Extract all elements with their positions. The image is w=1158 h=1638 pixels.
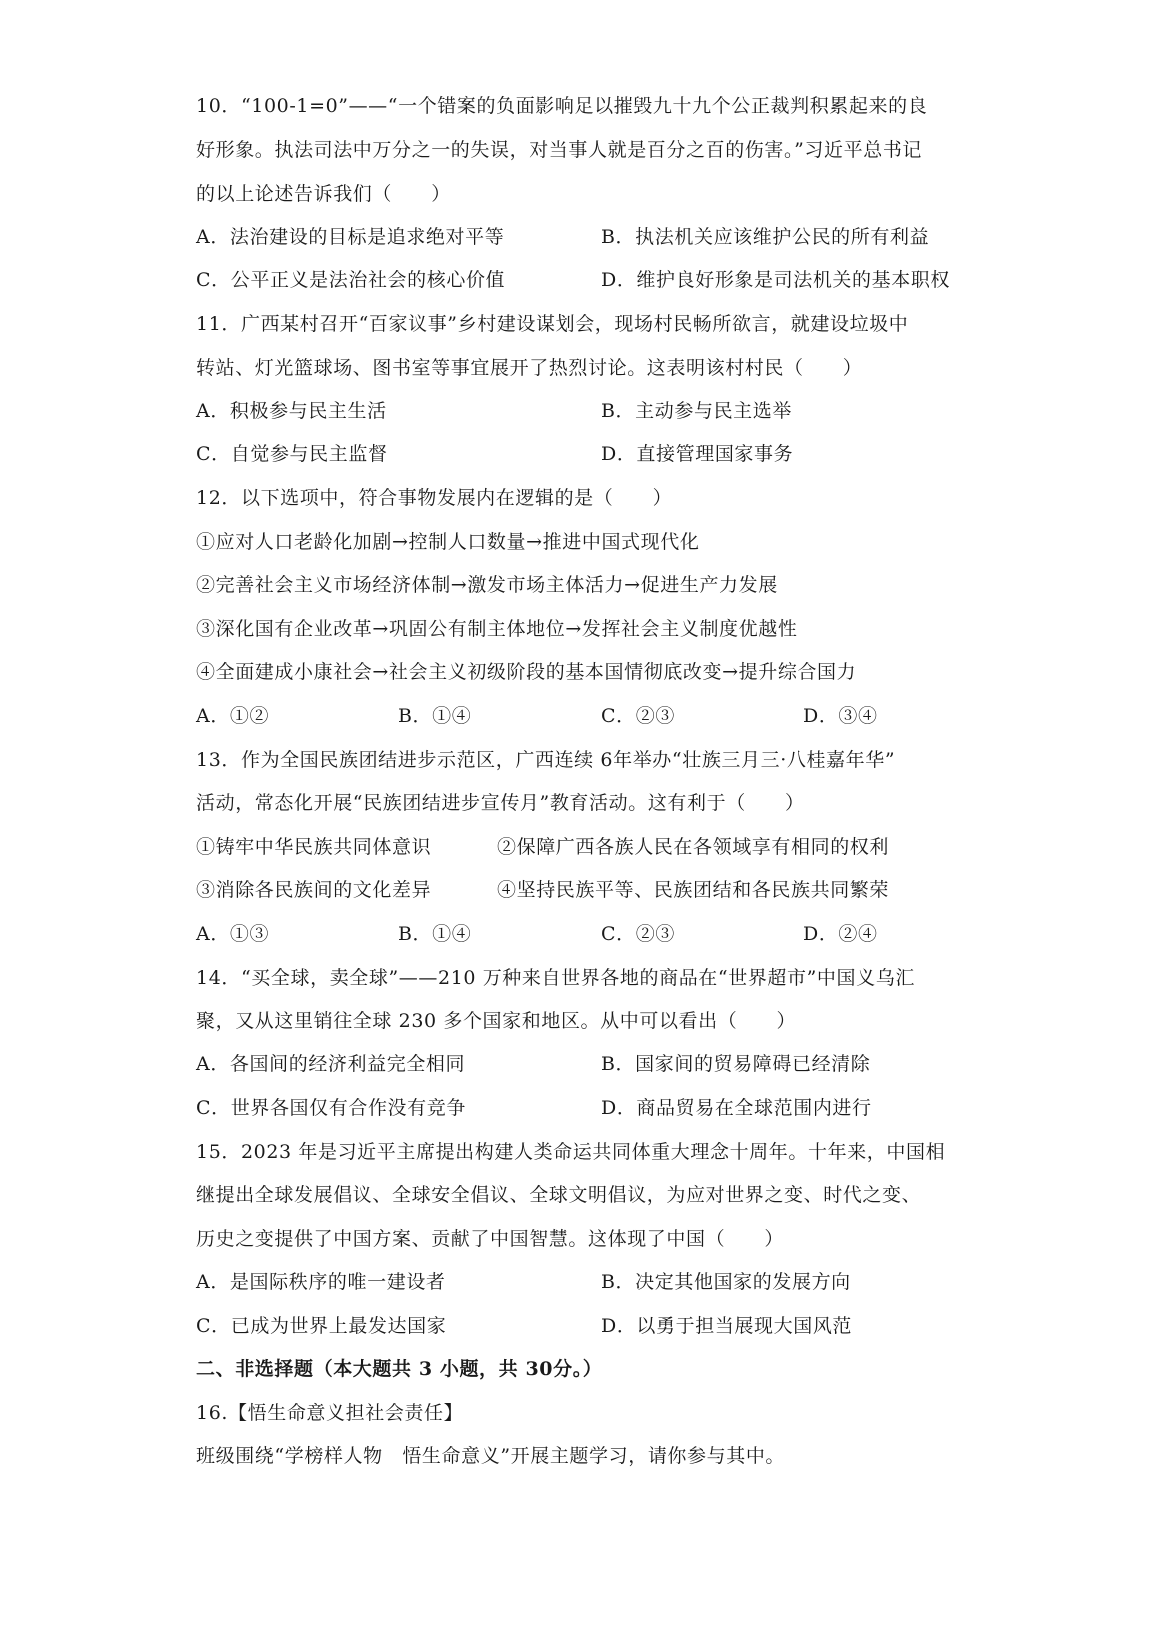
q13-option-a: A．①③ xyxy=(196,923,270,945)
q12-item-1: ①应对人口老龄化加剧→控制人口数量→推进中国式现代化 xyxy=(196,531,700,553)
q16-heading: 16.【悟生命意义担社会责任】 xyxy=(196,1402,464,1424)
q13-item-1: ①铸牢中华民族共同体意识 xyxy=(196,836,432,858)
q10-option-a: A．法治建设的目标是追求绝对平等 xyxy=(196,226,505,248)
q12-option-d: D．③④ xyxy=(803,705,878,727)
q11-option-c: C．自觉参与民主监督 xyxy=(196,443,388,465)
q13-option-d: D．②④ xyxy=(803,923,878,945)
q10-option-c: C．公平正义是法治社会的核心价值 xyxy=(196,269,506,291)
q10-option-d: D．维护良好形象是司法机关的基本职权 xyxy=(601,269,951,291)
q15-stem-line-3: 历史之变提供了中国方案、贡献了中国智慧。这体现了中国（ ） xyxy=(196,1228,785,1250)
q14-option-a: A．各国间的经济利益完全相同 xyxy=(196,1053,466,1075)
q11-stem-line-2: 转站、灯光篮球场、图书室等事宜展开了热烈讨论。这表明该村村民（ ） xyxy=(196,357,863,379)
q13-stem-line-1: 13．作为全国民族团结进步示范区，广西连续 6年举办“壮族三月三·八桂嘉年华” xyxy=(196,749,896,771)
q13-item-2: ②保障广西各族人民在各领域享有相同的权利 xyxy=(497,836,890,858)
q12-item-4: ④全面建成小康社会→社会主义初级阶段的基本国情彻底改变→提升综合国力 xyxy=(196,661,857,683)
q12-item-2: ②完善社会主义市场经济体制→激发市场主体活力→促进生产力发展 xyxy=(196,574,778,596)
q15-stem-line-2: 继提出全球发展倡议、全球安全倡议、全球文明倡议，为应对世界之变、时代之变、 xyxy=(196,1184,922,1206)
q10-stem-line-3: 的以上论述告诉我们（ ） xyxy=(196,183,451,205)
q14-option-d: D．商品贸易在全球范围内进行 xyxy=(601,1097,872,1119)
q15-option-a: A．是国际秩序的唯一建设者 xyxy=(196,1271,446,1293)
q10-stem-line-1: 10．“100-1=0”——“一个错案的负面影响足以摧毁九十九个公正裁判积累起来的良 xyxy=(196,95,928,117)
q13-stem-line-2: 活动，常态化开展“民族团结进步宣传月”教育活动。这有利于（ ） xyxy=(196,792,805,814)
q15-option-b: B．决定其他国家的发展方向 xyxy=(601,1271,851,1293)
q13-option-c: C．②③ xyxy=(601,923,675,945)
q16-intro: 班级围绕“学榜样人物 悟生命意义”开展主题学习，请你参与其中。 xyxy=(196,1445,786,1467)
q11-stem-line-1: 11．广西某村召开“百家议事”乡村建设谋划会，现场村民畅所欲言，就建设垃圾中 xyxy=(196,313,909,335)
q14-stem-line-2: 聚，又从这里销往全球 230 多个国家和地区。从中可以看出（ ） xyxy=(196,1010,797,1032)
section-title: 二、非选择题（本大题共 3 小题，共 30分。） xyxy=(196,1358,603,1380)
q10-stem-line-2: 好形象。执法司法中万分之一的失误，对当事人就是百分之百的伤害。”习近平总书记 xyxy=(196,139,923,161)
q12-stem-line-1: 12．以下选项中，符合事物发展内在逻辑的是（ ） xyxy=(196,487,673,509)
q13-option-b: B．①④ xyxy=(398,923,472,945)
q12-option-a: A．①② xyxy=(196,705,270,727)
q11-option-d: D．直接管理国家事务 xyxy=(601,443,794,465)
q12-option-c: C．②③ xyxy=(601,705,675,727)
q12-option-b: B．①④ xyxy=(398,705,472,727)
q15-option-d: D．以勇于担当展现大国风范 xyxy=(601,1315,853,1337)
q14-stem-line-1: 14．“买全球，卖全球”——210 万种来自世界各地的商品在“世界超市”中国义乌汇 xyxy=(196,967,915,989)
q14-option-c: C．世界各国仅有合作没有竞争 xyxy=(196,1097,466,1119)
q12-item-3: ③深化国有企业改革→巩固公有制主体地位→发挥社会主义制度优越性 xyxy=(196,618,798,640)
q13-item-4: ④坚持民族平等、民族团结和各民族共同繁荣 xyxy=(497,879,890,901)
q15-stem-line-1: 15．2023 年是习近平主席提出构建人类命运共同体重大理念十周年。十年来，中国相 xyxy=(196,1141,946,1163)
q13-item-3: ③消除各民族间的文化差异 xyxy=(196,879,432,901)
q15-option-c: C．已成为世界上最发达国家 xyxy=(196,1315,447,1337)
q14-option-b: B．国家间的贸易障碍已经清除 xyxy=(601,1053,871,1075)
q10-option-b: B．执法机关应该维护公民的所有利益 xyxy=(601,226,930,248)
q11-option-a: A．积极参与民主生活 xyxy=(196,400,387,422)
q11-option-b: B．主动参与民主选举 xyxy=(601,400,792,422)
